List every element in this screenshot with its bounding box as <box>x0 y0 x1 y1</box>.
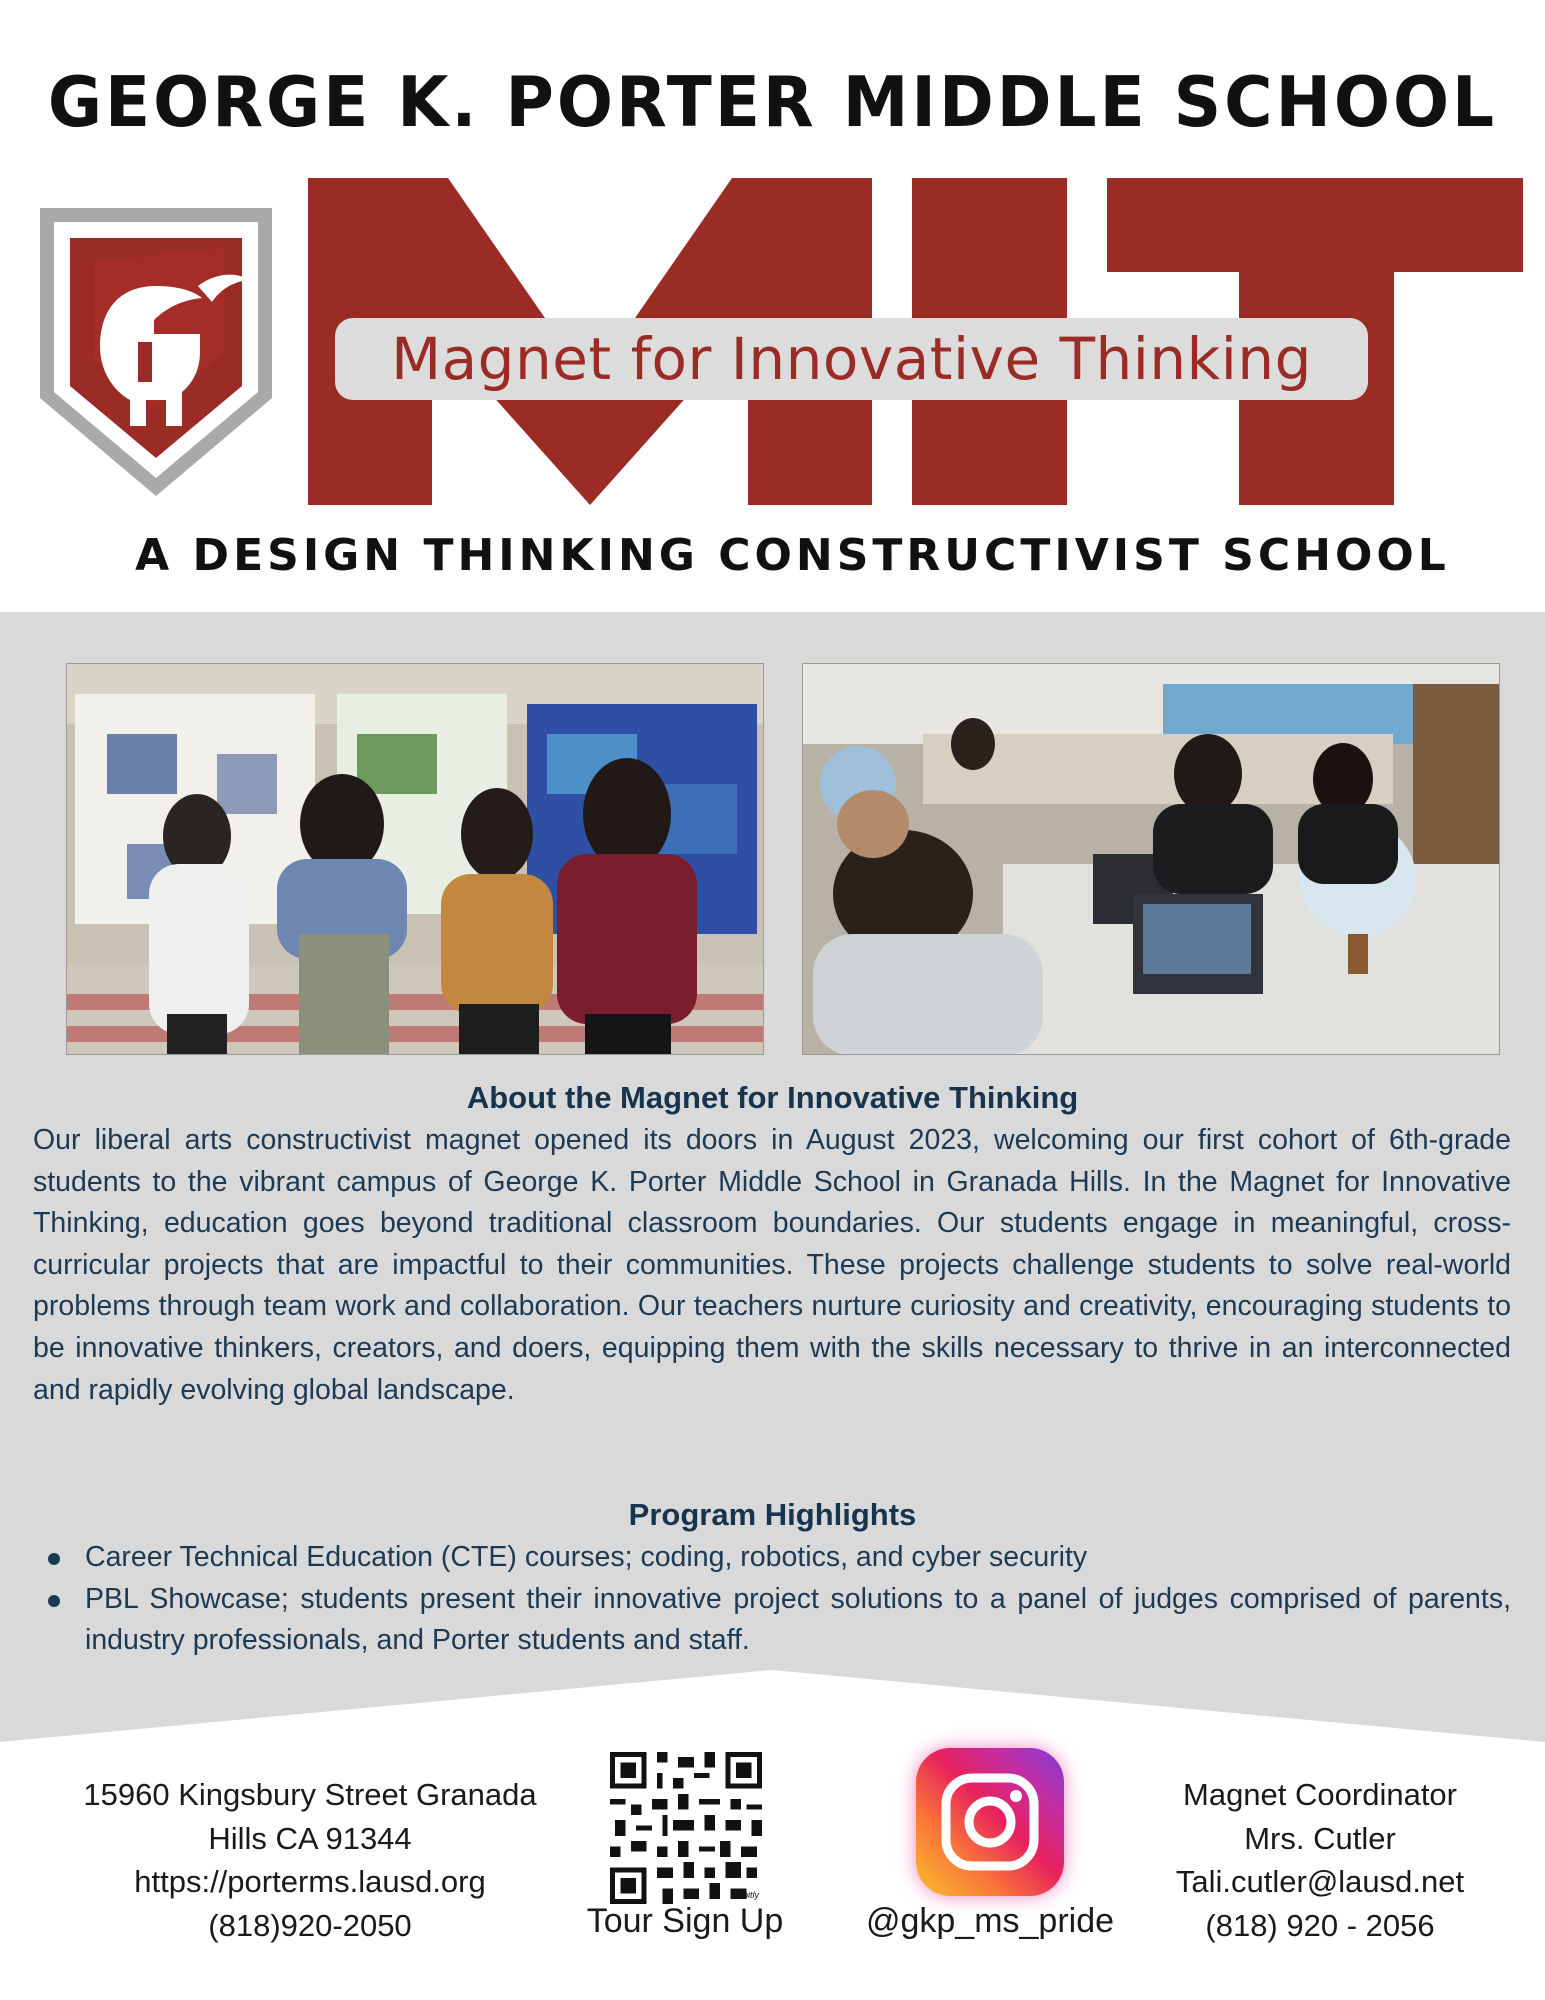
tour-signup-qr-code-icon[interactable] <box>610 1752 762 1904</box>
logo-tagline: Magnet for Innovative Thinking <box>335 318 1368 400</box>
school-website-link[interactable]: https://porterms.lausd.org <box>134 1864 486 1899</box>
list-item <box>44 1537 1511 1579</box>
school-subtitle: A DESIGN THINKING CONSTRUCTIVIST SCHOOL <box>135 530 1450 581</box>
instagram-handle[interactable]: @gkp_ms_pride <box>865 1902 1115 1940</box>
tour-signup-label: Tour Sign Up <box>586 1902 784 1940</box>
bullet-icon <box>48 1553 60 1565</box>
spartan-shield-logo-icon <box>34 202 278 502</box>
about-body: Our liberal arts constructivist magnet opened its doors in August 2023, welcoming our first cohort of 6th-grade students to the vibrant campus of George K. Porter Middle School in Granada Hills. In the Magnet for Innovative Thinking, education goes beyond traditional classroom boundaries. Our students engage in meaningful, cross-curricular projects that are impactful to their communities. These projects challenge students to solve real-world problems through team work and collaboration. Our teachers nurture curiosity and creativity, encouraging students to be innovative thinkers, creators, and doers, equipping them with the skills necessary to thrive in an interconnected and rapidly evolving global landscape. <box>33 1124 1511 1406</box>
students-at-project-boards-photo <box>66 663 764 1055</box>
school-phone: (818)920-2050 <box>208 1907 412 1943</box>
coordinator-email-link[interactable]: Tali.cutler@lausd.net <box>1175 1864 1465 1899</box>
address-line-2: Hills CA 91344 <box>208 1820 412 1856</box>
highlights-list <box>44 1537 1511 1662</box>
coordinator-title: Magnet Coordinator <box>1183 1777 1457 1812</box>
coordinator-name: Mrs. Cutler <box>1244 1820 1396 1856</box>
school-name: GEORGE K. PORTER MIDDLE SCHOOL <box>47 62 1498 143</box>
students-with-laptops-and-globe-photo <box>802 663 1500 1055</box>
list-item <box>44 1579 1511 1662</box>
instagram-icon[interactable] <box>916 1748 1064 1896</box>
about-title: About the Magnet for Innovative Thinking <box>466 1080 1079 1115</box>
highlights-title: Program Highlights <box>628 1497 917 1532</box>
address-line-1: 15960 Kingsbury Street Granada <box>83 1777 537 1812</box>
qr-brand-mark: bitly <box>743 1890 760 1900</box>
magnet-coordinator-block <box>1130 1773 1510 1947</box>
footer-wedge-divider <box>0 1670 1545 1750</box>
highlight-text: PBL Showcase; students present their innovative project solutions to a panel of judges comprised of parents, industry professionals, and Porter students and staff. <box>85 1582 1511 1657</box>
bullet-icon <box>48 1595 60 1607</box>
coordinator-phone: (818) 920 - 2056 <box>1205 1907 1435 1943</box>
school-address-block <box>30 1773 590 1947</box>
highlight-text: Career Technical Education (CTE) courses; coding, robotics, and cyber security <box>85 1541 1088 1573</box>
header <box>0 0 1545 612</box>
